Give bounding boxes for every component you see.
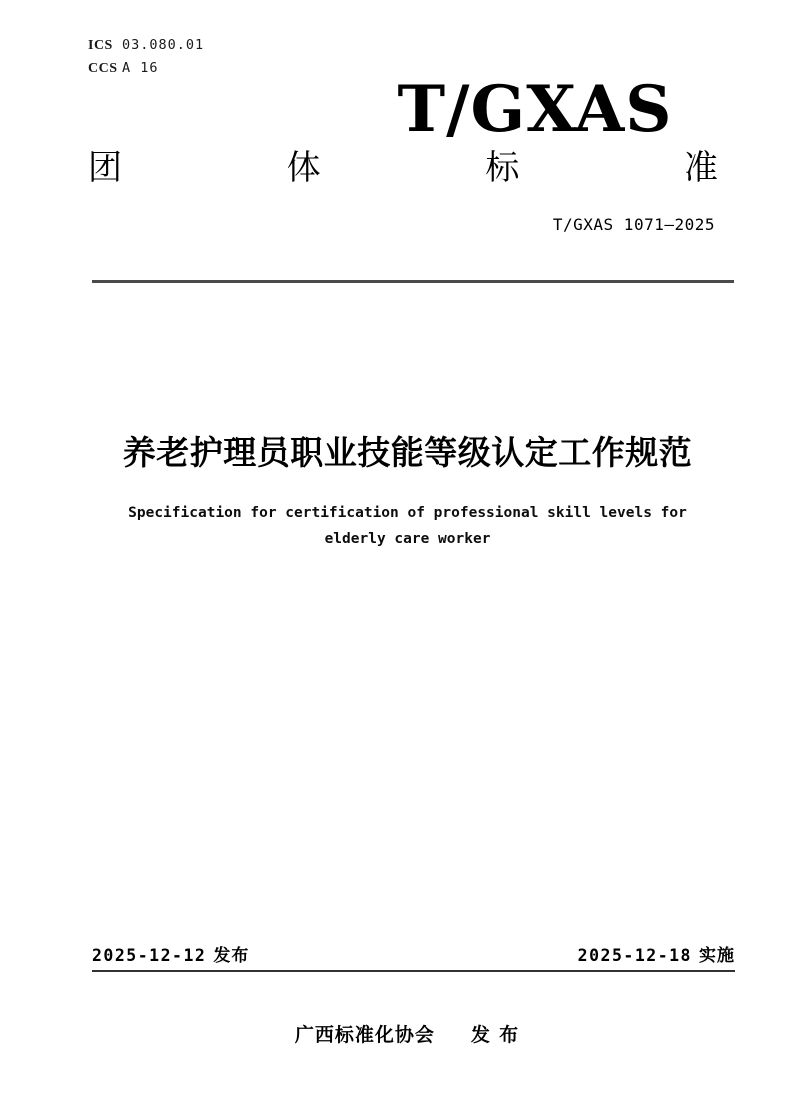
implement-label: 实施 <box>699 946 735 965</box>
issue-date: 2025-12-12 <box>92 946 207 965</box>
implement-date-item <box>578 941 735 966</box>
standard-type-char: 标 <box>485 149 520 187</box>
issue-date-item <box>92 941 249 966</box>
document-title-english-line2: elderly care worker <box>324 531 491 547</box>
document-title-chinese: 养老护理员职业技能等级认定工作规范 <box>122 434 693 471</box>
standard-type-title <box>88 150 718 187</box>
ccs-label: CCS <box>88 61 118 76</box>
header-divider-rule <box>92 280 734 283</box>
standard-number: T/GXAS 1071—2025 <box>552 215 715 234</box>
standard-type-char: 团 <box>88 149 122 187</box>
publisher-row <box>75 1020 740 1047</box>
ics-label: ICS <box>88 38 113 53</box>
footer-divider-rule <box>92 970 735 972</box>
document-title-english-line1: Specification for certification of professional skill levels for <box>128 505 687 521</box>
standard-body-logo: T/GXAS <box>397 72 673 147</box>
ccs-value: A 16 <box>122 60 159 76</box>
ics-value: 03.080.01 <box>122 37 205 53</box>
ics-line <box>88 34 204 57</box>
publish-label: 发 布 <box>470 1025 521 1046</box>
implement-date: 2025-12-18 <box>577 946 692 965</box>
issue-label: 发布 <box>213 946 250 965</box>
document-title-english <box>60 500 755 552</box>
dates-row <box>92 941 735 966</box>
ccs-line <box>88 57 204 80</box>
standard-type-char: 体 <box>286 149 321 187</box>
classification-codes <box>88 34 204 80</box>
standard-type-char: 准 <box>683 149 718 187</box>
publisher-name: 广西标准化协会 <box>294 1025 435 1046</box>
